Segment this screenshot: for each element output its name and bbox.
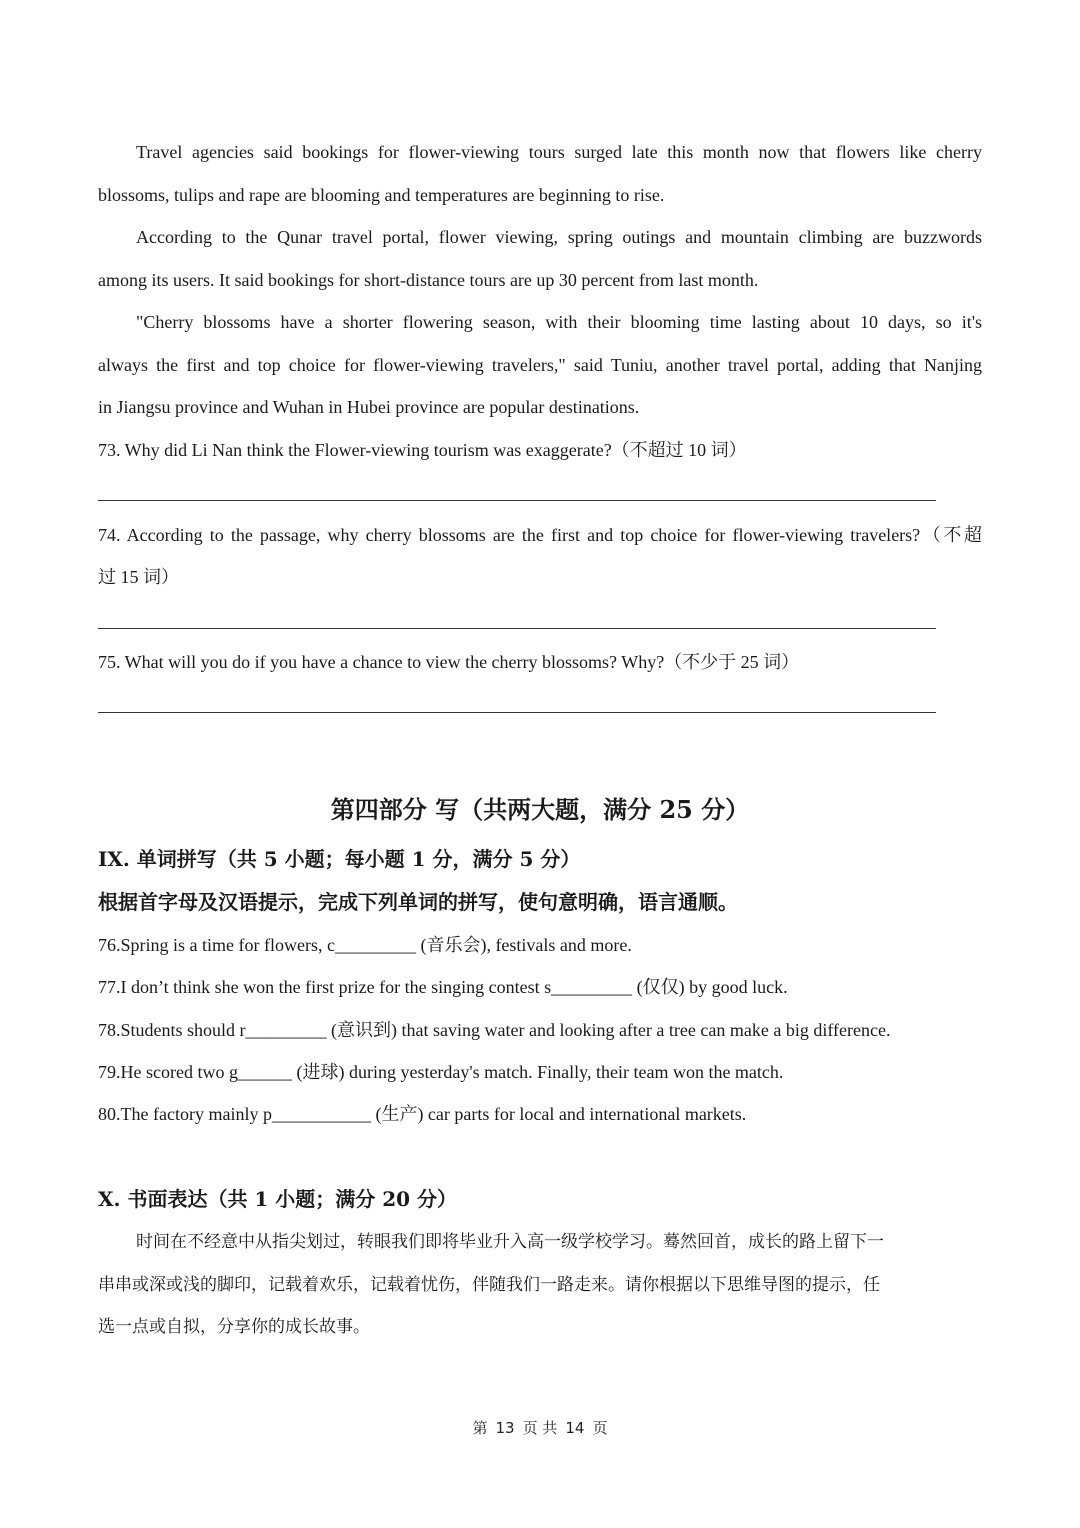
- answer-line-73[interactable]: [98, 500, 936, 501]
- passage-p2-line1: According to the Qunar travel portal, flower viewing, spring outings and mountain climbing are buzzwords: [136, 227, 982, 247]
- writing-prompt-line1: 时间在不经意中从指尖划过，转眼我们即将毕业升入高一级学校学习。蓦然回首，成长的路上留下一: [136, 1232, 884, 1252]
- question-73: 73. Why did Li Nan think the Flower-viewing tourism was exaggerate?（不超过 10 词）: [98, 440, 747, 460]
- footer-prefix: 第: [472, 1419, 488, 1437]
- page-number: 13: [495, 1419, 515, 1437]
- section10-heading: X. 书面表达（共 1 小题；满分 20 分）: [98, 1187, 458, 1211]
- writing-prompt-line3: 选一点或自拟，分享你的成长故事。: [98, 1317, 370, 1337]
- spelling-item-77: 77.I don’t think she won the first prize for the singing contest s_________ (仅仅) by good luck.: [98, 977, 788, 997]
- writing-prompt-line2: 串串或深或浅的脚印，记载着欢乐，记载着忧伤，伴随我们一路走来。请你根据以下思维导图的提示，任: [98, 1275, 880, 1295]
- passage-p3-line3: in Jiangsu province and Wuhan in Hubei province are popular destinations.: [98, 397, 640, 417]
- question-74-line1: 74. According to the passage, why cherry blossoms are the first and top choice for flower-viewing travelers?（不超: [98, 525, 982, 545]
- footer-mid: 页 共: [522, 1419, 558, 1437]
- passage-p1-line1: Travel agencies said bookings for flower-viewing tours surged late this month now that flowers like cherry: [136, 142, 982, 162]
- page-footer: [0, 1418, 1080, 1438]
- question-75: 75. What will you do if you have a chance to view the cherry blossoms? Why?（不少于 25 词）: [98, 652, 800, 672]
- passage-p3-line2: always the first and top choice for flower-viewing travelers," said Tuniu, another travel portal, adding that Nanjing: [98, 355, 982, 375]
- spelling-item-79: 79.He scored two g______ (进球) during yesterday's match. Finally, their team won the match.: [98, 1062, 784, 1082]
- spelling-item-78: 78.Students should r_________ (意识到) that saving water and looking after a tree can make a big difference.: [98, 1020, 891, 1040]
- answer-line-75[interactable]: [98, 712, 936, 713]
- section9-heading: IX. 单词拼写（共 5 小题；每小题 1 分，满分 5 分）: [98, 847, 581, 871]
- footer-suffix: 页: [592, 1419, 608, 1437]
- spelling-item-76: 76.Spring is a time for flowers, c_________ (音乐会), festivals and more.: [98, 935, 632, 955]
- part4-title: 第四部分 写（共两大题，满分 25 分）: [330, 795, 750, 824]
- answer-line-74[interactable]: [98, 628, 936, 629]
- section9-instruction: 根据首字母及汉语提示，完成下列单词的拼写，使句意明确，语言通顺。: [98, 890, 738, 914]
- spelling-item-80: 80.The factory mainly p___________ (生产) car parts for local and international markets.: [98, 1104, 747, 1124]
- passage-p3-line1: "Cherry blossoms have a shorter flowering season, with their blooming time lasting about 10 days, so it's: [136, 312, 982, 332]
- total-pages: 14: [565, 1419, 585, 1437]
- question-74-line2: 过 15 词）: [98, 567, 179, 587]
- passage-p1-line2: blossoms, tulips and rape are blooming and temperatures are beginning to rise.: [98, 185, 665, 205]
- passage-p2-line2: among its users. It said bookings for short-distance tours are up 30 percent from last month.: [98, 270, 759, 290]
